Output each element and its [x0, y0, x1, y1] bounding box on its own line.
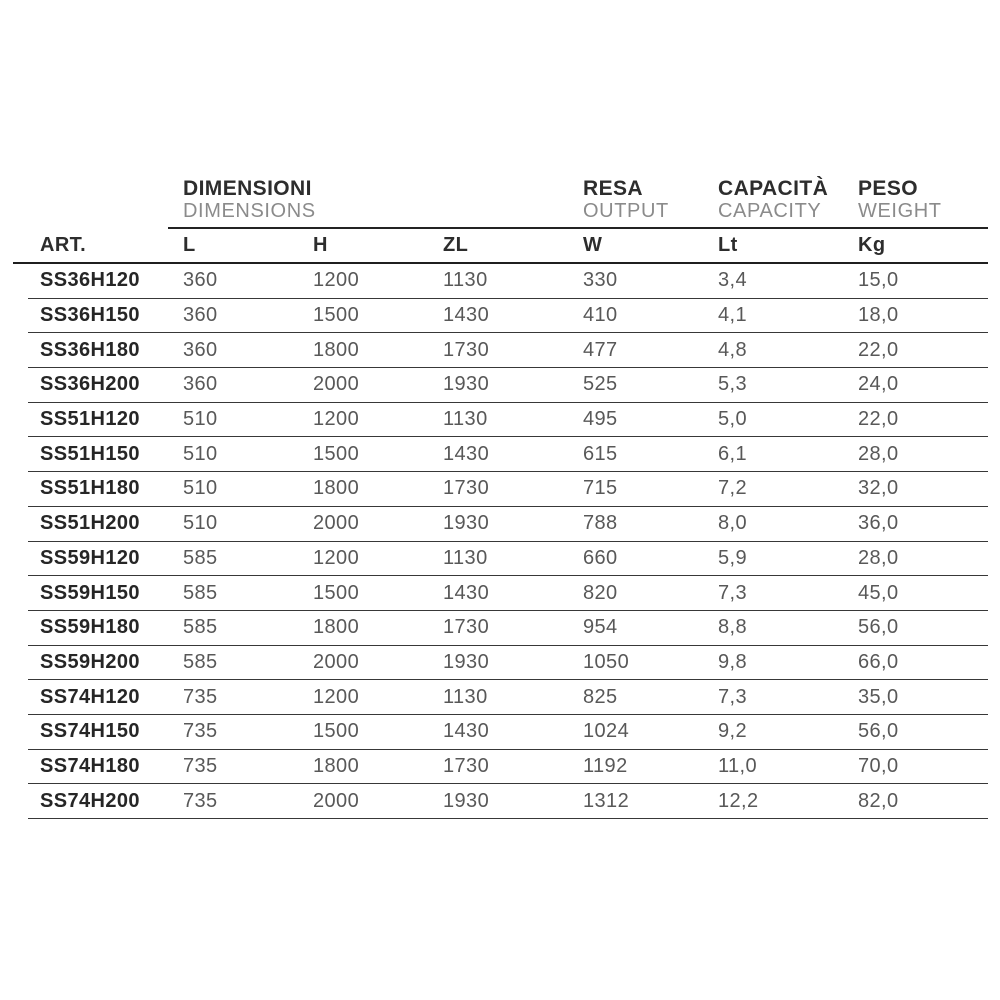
- l-cell: 585: [183, 650, 218, 673]
- h-cell: 1500: [313, 442, 360, 465]
- l-cell: 735: [183, 720, 218, 743]
- l-cell: 585: [183, 546, 218, 569]
- l-cell: 360: [183, 304, 218, 327]
- lt-cell: 12,2: [718, 789, 759, 812]
- kg-cell: 28,0: [858, 442, 899, 465]
- w-cell: 330: [583, 269, 618, 292]
- column-group-dimensions: [183, 177, 583, 227]
- lt-cell: 8,8: [718, 616, 748, 639]
- table-row: [28, 299, 988, 334]
- kg-cell: 45,0: [858, 581, 899, 604]
- column-header-row: [13, 229, 988, 264]
- zl-cell: 1730: [443, 616, 490, 639]
- zl-cell: 1130: [443, 685, 488, 708]
- lt-cell: 7,3: [718, 581, 748, 604]
- lt-cell: 4,1: [718, 304, 748, 327]
- lt-cell: 9,8: [718, 650, 748, 673]
- w-cell: 1312: [583, 789, 630, 812]
- zl-cell: 1930: [443, 373, 490, 396]
- art-cell: SS74H120: [40, 685, 140, 708]
- lt-cell: 5,3: [718, 373, 748, 396]
- art-cell: SS36H120: [40, 269, 140, 292]
- group-label-secondary: CAPACITY: [718, 200, 822, 222]
- lt-cell: 5,0: [718, 408, 748, 431]
- column-header-w: W: [583, 234, 603, 256]
- column-group-output: [583, 177, 718, 227]
- l-cell: 510: [183, 477, 218, 500]
- l-cell: 510: [183, 408, 218, 431]
- kg-cell: 66,0: [858, 650, 899, 673]
- w-cell: 615: [583, 442, 618, 465]
- table-body: [13, 264, 988, 819]
- w-cell: 820: [583, 581, 618, 604]
- table-row: [28, 264, 988, 299]
- h-cell: 1200: [313, 269, 360, 292]
- kg-cell: 15,0: [858, 269, 899, 292]
- group-label-primary: CAPACITÀ: [718, 177, 829, 200]
- art-cell: SS36H200: [40, 373, 140, 396]
- l-cell: 510: [183, 512, 218, 535]
- w-cell: 1192: [583, 754, 628, 777]
- kg-cell: 56,0: [858, 720, 899, 743]
- w-cell: 715: [583, 477, 618, 500]
- kg-cell: 28,0: [858, 546, 899, 569]
- h-cell: 1800: [313, 338, 360, 361]
- art-cell: SS51H200: [40, 512, 140, 535]
- column-group-header-row: [13, 171, 988, 227]
- h-cell: 1500: [313, 720, 360, 743]
- w-cell: 1050: [583, 650, 630, 673]
- art-cell: SS74H150: [40, 720, 140, 743]
- zl-cell: 1930: [443, 512, 490, 535]
- kg-cell: 22,0: [858, 408, 899, 431]
- group-label-secondary: OUTPUT: [583, 200, 669, 222]
- group-label-secondary: WEIGHT: [858, 200, 942, 222]
- art-cell: SS59H120: [40, 546, 140, 569]
- art-cell: SS51H180: [40, 477, 140, 500]
- zl-cell: 1730: [443, 477, 490, 500]
- l-cell: 735: [183, 685, 218, 708]
- art-cell: SS51H120: [40, 408, 140, 431]
- table-row: [28, 437, 988, 472]
- table-row: [28, 750, 988, 785]
- column-header-lt: Lt: [718, 234, 738, 256]
- table-row: [28, 507, 988, 542]
- w-cell: 825: [583, 685, 618, 708]
- w-cell: 495: [583, 408, 618, 431]
- w-cell: 525: [583, 373, 618, 396]
- w-cell: 1024: [583, 720, 630, 743]
- column-group-capacity: [718, 177, 858, 227]
- h-cell: 2000: [313, 512, 360, 535]
- zl-cell: 1430: [443, 304, 490, 327]
- table-row: [28, 542, 988, 577]
- art-cell: SS59H180: [40, 616, 140, 639]
- art-cell: SS74H200: [40, 789, 140, 812]
- l-cell: 510: [183, 442, 218, 465]
- lt-cell: 5,9: [718, 546, 748, 569]
- art-cell: SS59H150: [40, 581, 140, 604]
- kg-cell: 70,0: [858, 754, 899, 777]
- table-row: [28, 646, 988, 681]
- kg-cell: 24,0: [858, 373, 899, 396]
- table-row: [28, 368, 988, 403]
- table-row: [28, 472, 988, 507]
- h-cell: 1200: [313, 685, 360, 708]
- art-cell: SS59H200: [40, 650, 140, 673]
- art-cell: SS51H150: [40, 442, 140, 465]
- lt-cell: 6,1: [718, 442, 748, 465]
- art-cell: SS36H180: [40, 338, 140, 361]
- zl-cell: 1730: [443, 338, 490, 361]
- lt-cell: 3,4: [718, 269, 748, 292]
- h-cell: 1800: [313, 754, 360, 777]
- zl-cell: 1130: [443, 269, 488, 292]
- column-header-l: L: [183, 234, 196, 256]
- zl-cell: 1430: [443, 720, 490, 743]
- h-cell: 1200: [313, 408, 360, 431]
- art-cell: SS36H150: [40, 304, 140, 327]
- zl-cell: 1130: [443, 408, 488, 431]
- group-label-primary: PESO: [858, 177, 918, 200]
- h-cell: 2000: [313, 373, 360, 396]
- l-cell: 360: [183, 338, 218, 361]
- lt-cell: 8,0: [718, 512, 748, 535]
- group-label-primary: DIMENSIONI: [183, 177, 312, 200]
- column-header-art: ART.: [40, 234, 87, 256]
- kg-cell: 32,0: [858, 477, 899, 500]
- h-cell: 1800: [313, 477, 360, 500]
- table-row: [28, 403, 988, 438]
- table-row: [28, 333, 988, 368]
- zl-cell: 1730: [443, 754, 490, 777]
- l-cell: 585: [183, 581, 218, 604]
- column-header-h: H: [313, 234, 328, 256]
- kg-cell: 36,0: [858, 512, 899, 535]
- lt-cell: 11,0: [718, 754, 758, 777]
- kg-cell: 22,0: [858, 338, 899, 361]
- l-cell: 585: [183, 616, 218, 639]
- zl-cell: 1430: [443, 581, 490, 604]
- w-cell: 954: [583, 616, 618, 639]
- l-cell: 735: [183, 789, 218, 812]
- product-spec-table: [13, 171, 988, 819]
- table-row: [28, 784, 988, 819]
- h-cell: 2000: [313, 789, 360, 812]
- lt-cell: 7,3: [718, 685, 748, 708]
- zl-cell: 1130: [443, 546, 488, 569]
- zl-cell: 1930: [443, 789, 490, 812]
- h-cell: 1200: [313, 546, 360, 569]
- table-row: [28, 576, 988, 611]
- group-label-primary: RESA: [583, 177, 643, 200]
- zl-cell: 1930: [443, 650, 490, 673]
- column-group-weight: [858, 177, 988, 227]
- group-label-secondary: DIMENSIONS: [183, 200, 316, 222]
- art-cell: SS74H180: [40, 754, 140, 777]
- h-cell: 1500: [313, 304, 360, 327]
- zl-cell: 1430: [443, 442, 490, 465]
- table-row: [28, 715, 988, 750]
- table-row: [28, 611, 988, 646]
- column-header-zl: ZL: [443, 234, 469, 256]
- h-cell: 2000: [313, 650, 360, 673]
- l-cell: 735: [183, 754, 218, 777]
- h-cell: 1800: [313, 616, 360, 639]
- kg-cell: 56,0: [858, 616, 899, 639]
- kg-cell: 18,0: [858, 304, 899, 327]
- l-cell: 360: [183, 373, 218, 396]
- w-cell: 477: [583, 338, 618, 361]
- table-row: [28, 680, 988, 715]
- w-cell: 410: [583, 304, 618, 327]
- kg-cell: 35,0: [858, 685, 899, 708]
- w-cell: 788: [583, 512, 618, 535]
- lt-cell: 9,2: [718, 720, 748, 743]
- lt-cell: 7,2: [718, 477, 748, 500]
- w-cell: 660: [583, 546, 618, 569]
- lt-cell: 4,8: [718, 338, 748, 361]
- h-cell: 1500: [313, 581, 360, 604]
- l-cell: 360: [183, 269, 218, 292]
- column-header-kg: Kg: [858, 234, 886, 256]
- kg-cell: 82,0: [858, 789, 899, 812]
